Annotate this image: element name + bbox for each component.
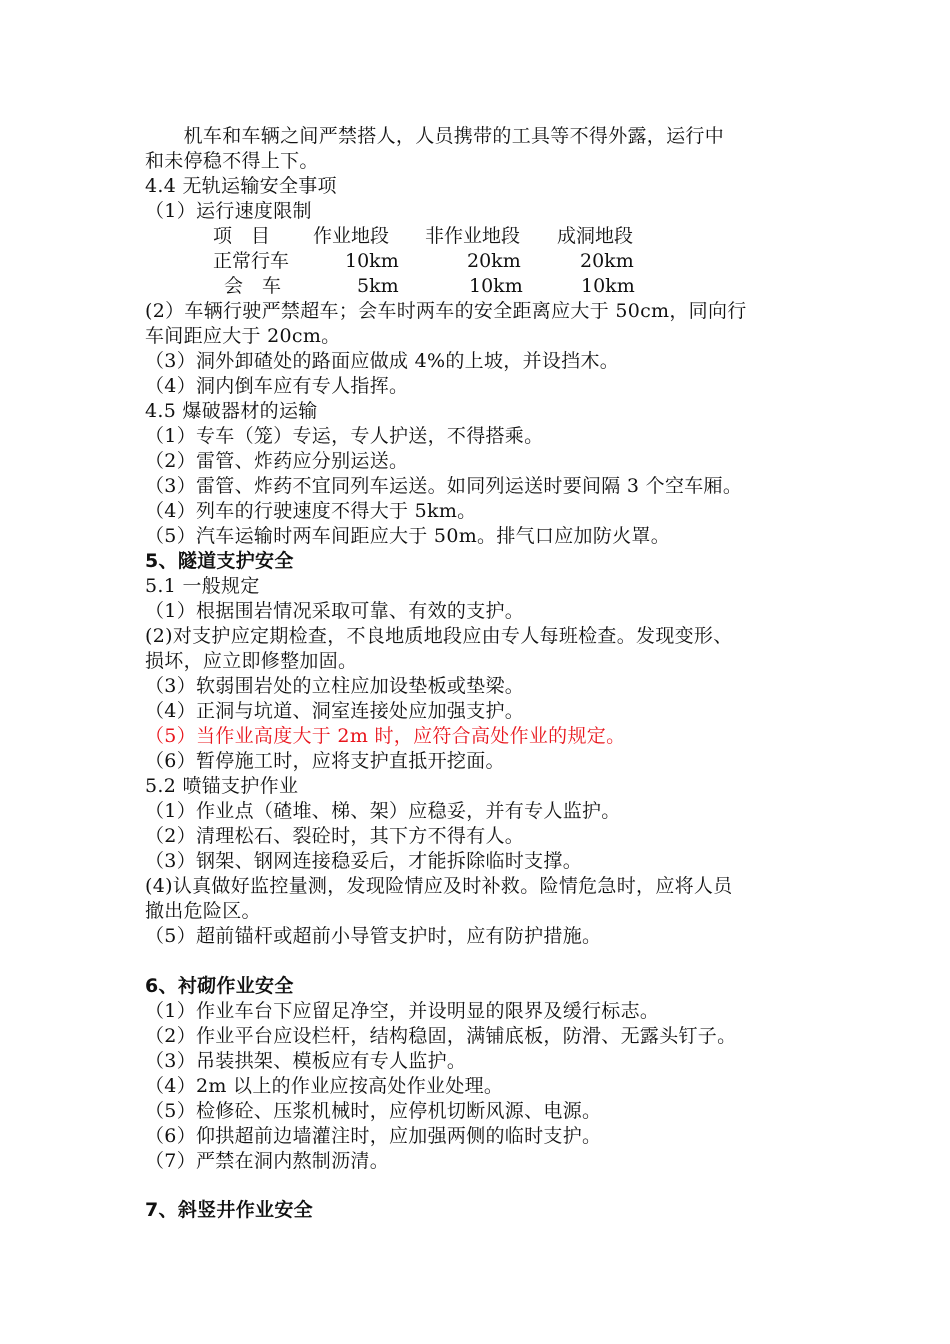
chapter-heading-7: 7、斜竖井作业安全	[145, 1199, 313, 1221]
chapter-heading-6: 6、衬砌作业安全	[145, 975, 294, 997]
list-item: (4)认真做好监控量测，发现险情应及时补救。险情危急时，应将人员	[145, 875, 733, 897]
table-header-non-work-section: 非作业地段	[425, 225, 521, 247]
paragraph-line: 损坏，应立即修整加固。	[145, 650, 358, 672]
table-cell: 20km	[467, 250, 521, 272]
section-heading-4-4: 4.4 无轨运输安全事项	[145, 175, 337, 197]
chapter-heading-5: 5、隧道支护安全	[145, 550, 294, 572]
list-item: （2）作业平台应设栏杆，结构稳固，满铺底板，防滑、无露头钉子。	[145, 1025, 737, 1047]
list-item: （6）仰拱超前边墙灌注时，应加强两侧的临时支护。	[145, 1125, 602, 1147]
list-item: （4）洞内倒车应有专人指挥。	[145, 375, 409, 397]
table-row-label: 正常行车	[213, 250, 290, 272]
list-item: （3）雷管、炸药不宜同列车运送。如同列运送时要间隔 3 个空车厢。	[145, 475, 743, 497]
table-cell: 10km	[469, 275, 523, 297]
list-item: （2）清理松石、裂砼时，其下方不得有人。	[145, 825, 525, 847]
list-item: (2)对支护应定期检查，不良地质地段应由专人每班检查。发现变形、	[145, 625, 733, 647]
list-item: （3）软弱围岩处的立柱应加设垫板或垫梁。	[145, 675, 525, 697]
table-row-label: 会 车	[224, 275, 282, 297]
list-item: （4）列车的行驶速度不得大于 5km。	[145, 500, 477, 522]
list-item: （1）根据围岩情况采取可靠、有效的支护。	[145, 600, 525, 622]
list-item: （1）专车（笼）专运，专人护送，不得搭乘。	[145, 425, 544, 447]
list-item: （3）钢架、钢网连接稳妥后，才能拆除临时支撑。	[145, 850, 582, 872]
list-item: （1）作业点（碴堆、梯、架）应稳妥，并有专人监护。	[145, 800, 621, 822]
paragraph-line: 机车和车辆之间严禁搭人，人员携带的工具等不得外露，运行中	[145, 125, 725, 147]
section-heading-5-2: 5.2 喷锚支护作业	[145, 775, 299, 797]
table-cell: 5km	[357, 275, 399, 297]
paragraph-line: 车间距应大于 20cm。	[145, 325, 341, 347]
list-item: （5）超前锚杆或超前小导管支护时，应有防护措施。	[145, 925, 602, 947]
list-item: （1）作业车台下应留足净空，并设明显的限界及缓行标志。	[145, 1000, 660, 1022]
table-header-finished-tunnel: 成洞地段	[557, 225, 634, 247]
list-item: （6）暂停施工时，应将支护直抵开挖面。	[145, 750, 505, 772]
table-cell: 20km	[580, 250, 634, 272]
list-item: (2）车辆行驶严禁超车；会车时两车的安全距离应大于 50cm，同向行	[145, 300, 747, 322]
highlighted-list-item: （5）当作业高度大于 2m 时，应符合高处作业的规定。	[145, 725, 626, 747]
table-header-item: 项 目	[213, 225, 271, 247]
list-item: （4）2m 以上的作业应按高处作业处理。	[145, 1075, 504, 1097]
section-heading-5-1: 5.1 一般规定	[145, 575, 260, 597]
list-item: （7）严禁在洞内熬制沥清。	[145, 1150, 389, 1172]
list-item: （4）正洞与坑道、洞室连接处应加强支护。	[145, 700, 525, 722]
paragraph-line: 和未停稳不得上下。	[145, 150, 319, 172]
section-heading-4-5: 4.5 爆破器材的运输	[145, 400, 318, 422]
list-item: （5）检修砼、压浆机械时，应停机切断风源、电源。	[145, 1100, 602, 1122]
table-cell: 10km	[345, 250, 399, 272]
list-item: （1）运行速度限制	[145, 200, 312, 222]
paragraph-line: 撤出危险区。	[145, 900, 261, 922]
table-header-work-section: 作业地段	[313, 225, 390, 247]
table-cell: 10km	[581, 275, 635, 297]
list-item: （5）汽车运输时两车间距应大于 50m。排气口应加防火罩。	[145, 525, 671, 547]
list-item: （3）洞外卸碴处的路面应做成 4%的上坡，并设挡木。	[145, 350, 620, 372]
list-item: （3）吊装拱架、模板应有专人监护。	[145, 1050, 467, 1072]
list-item: （2）雷管、炸药应分别运送。	[145, 450, 409, 472]
